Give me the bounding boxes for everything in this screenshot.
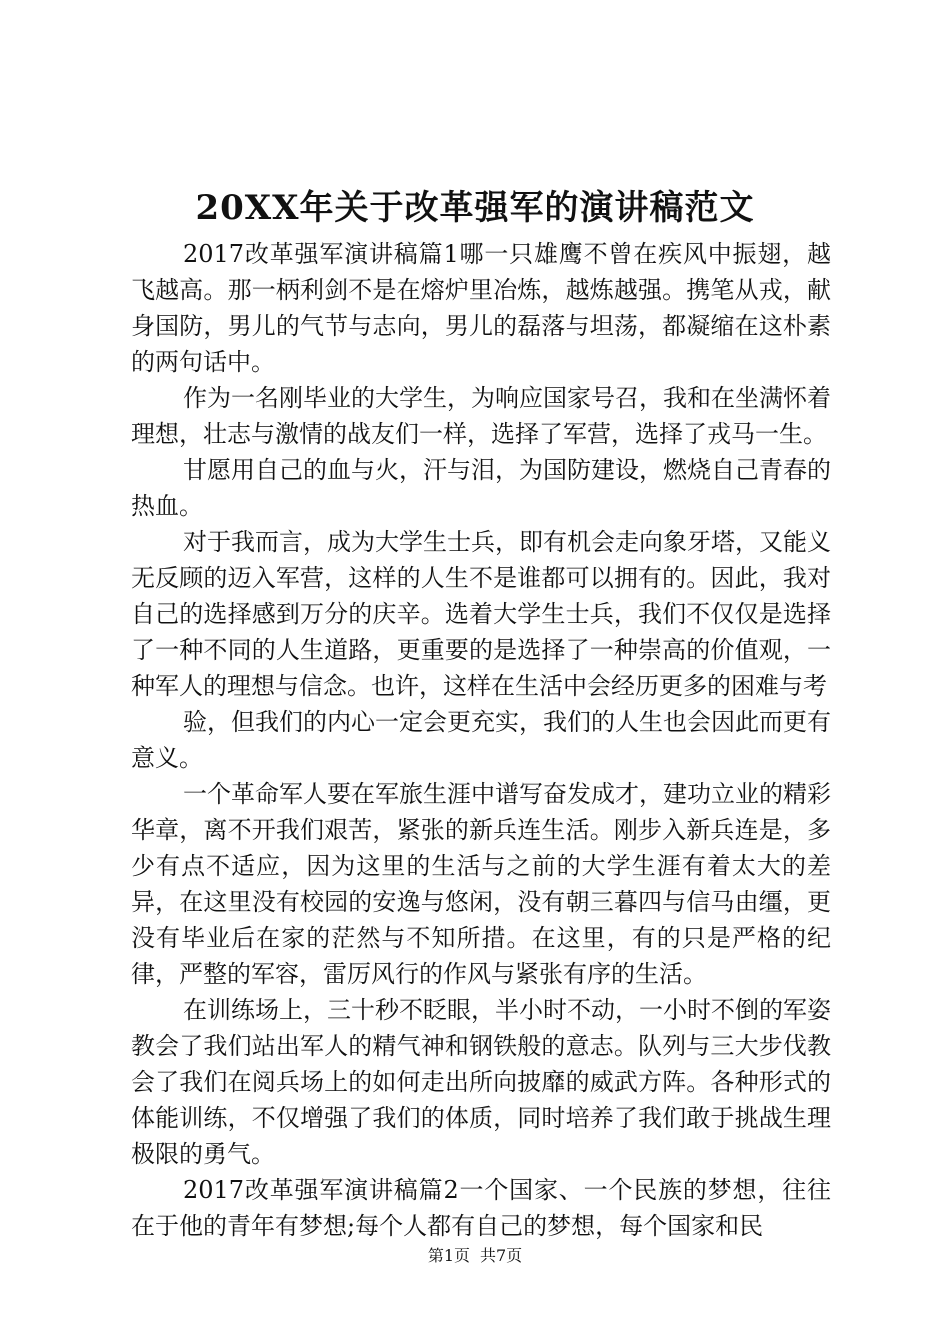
page-footer [0, 1244, 950, 1268]
paragraph: 验，但我们的内心一定会更充实，我们的人生也会因此而更有意义。 [131, 708, 831, 772]
document-title: 20XX年关于改革强军的演讲稿范文 [195, 188, 755, 228]
page-number: 第1页 [427, 1246, 470, 1265]
page-total: 共7页 [480, 1246, 523, 1265]
paragraph: 甘愿用自己的血与火，汗与泪，为国防建设，燃烧自己青春的热血。 [131, 456, 831, 520]
paragraph: 对于我而言，成为大学生士兵，即有机会走向象牙塔，又能义无反顾的迈入军营，这样的人生不是谁都可以拥有的。因此，我对自己的选择感到万分的庆辛。选着大学生士兵，我们不仅仅是选择了一种不同的人生道路，更重要的是选择了一种崇高的价值观，一种军人的理想与信念。也许，这样在生活中会经历更多的困难与考 [131, 528, 831, 700]
paragraph: 作为一名刚毕业的大学生，为响应国家号召，我和在坐满怀着理想，壮志与激情的战友们一样，选择了军营，选择了戎马一生。 [131, 384, 831, 448]
paragraph: 2017改革强军演讲稿篇2一个国家、一个民族的梦想，往往在于他的青年有梦想;每个人都有自己的梦想，每个国家和民 [131, 1176, 831, 1240]
document-body [131, 236, 831, 1244]
paragraph: 在训练场上，三十秒不眨眼，半小时不动，一小时不倒的军姿教会了我们站出军人的精气神和钢铁般的意志。队列与三大步伐教会了我们在阅兵场上的如何走出所向披靡的威武方阵。各种形式的体能训练，不仅增强了我们的体质，同时培养了我们敢于挑战生理极限的勇气。 [131, 996, 831, 1168]
paragraph: 一个革命军人要在军旅生涯中谱写奋发成才，建功立业的精彩华章，离不开我们艰苦，紧张的新兵连生活。刚步入新兵连是，多少有点不适应，因为这里的生活与之前的大学生涯有着太大的差异，在这里没有校园的安逸与悠闲，没有朝三暮四与信马由缰，更没有毕业后在家的茫然与不知所措。在这里，有的只是严格的纪律，严整的军容，雷厉风行的作风与紧张有序的生活。 [131, 780, 831, 988]
paragraph: 2017改革强军演讲稿篇1哪一只雄鹰不曾在疾风中振翅，越飞越高。那一柄利剑不是在熔炉里冶炼，越炼越强。携笔从戎，献身国防，男儿的气节与志向，男儿的磊落与坦荡，都凝缩在这朴素的两句话中。 [131, 240, 831, 376]
